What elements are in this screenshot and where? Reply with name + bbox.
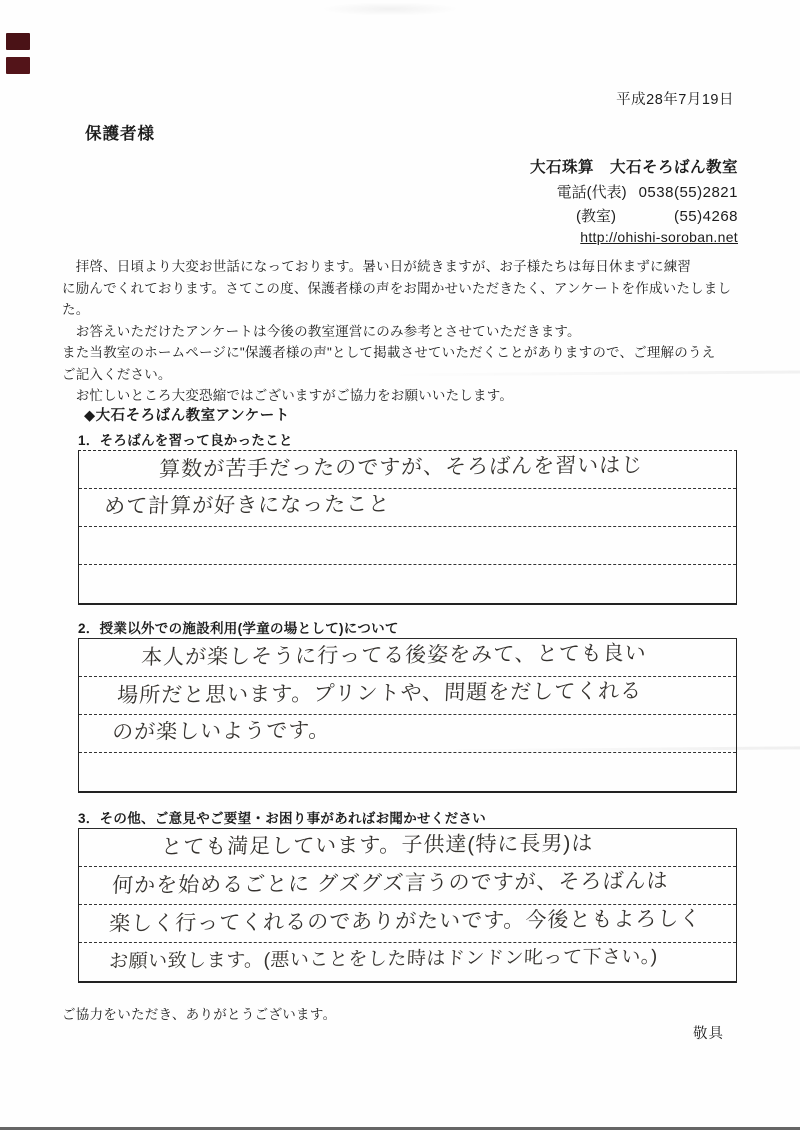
answer-line — [79, 943, 736, 981]
handwritten-text: 何かを始めるごとに グズグズ言うのですが、そろばんは — [111, 869, 670, 898]
handwritten-text: お願い致します。(悪いことをした時はドンドン叱って下さい。) — [108, 946, 659, 973]
letter-body — [62, 256, 752, 407]
phone-main-row — [530, 181, 738, 202]
answer-line — [79, 489, 736, 527]
survey-title: ◆大石そろばん教室アンケート — [84, 408, 290, 424]
body-line: ご記入ください。 — [62, 366, 172, 382]
closing-thanks: ご協力をいただき、ありがとうございます。 — [62, 1007, 337, 1022]
phone-room-row — [530, 205, 738, 226]
sender-name: 大石珠算 大石そろばん教室 — [529, 159, 738, 176]
answer-line — [79, 451, 736, 489]
survey-question-2 — [78, 617, 737, 793]
handwritten-text: 本人が楽しそうに行ってる後姿をみて、とても良い — [140, 641, 648, 670]
answer-line — [79, 753, 736, 791]
sender-website-url: http://ohishi-soroban.net — [580, 229, 738, 245]
body-line: また当教室のホームページに"保護者様の声"として掲載させていただくことがありますので、ご理解のうえ — [62, 345, 716, 360]
handwritten-text: めて計算が好きになったこと — [103, 492, 391, 519]
survey-question-3 — [78, 807, 737, 983]
scan-shadow-top — [320, 2, 460, 16]
handwritten-text: とても満足しています。子供達(特に長男)は — [160, 832, 594, 859]
body-line: お忙しいところ大変恐縮ではございますがご協力をお願いいたします。 — [62, 388, 514, 403]
question-2-answer-box — [78, 639, 737, 793]
question-1-label: 1．そろばんを習って良かったこと — [78, 429, 737, 451]
phone-room-label: (教室) — [575, 208, 616, 225]
phone-main-number: 0538(55)2821 — [638, 184, 738, 201]
answer-line — [79, 527, 736, 565]
phone-main-label: 電話(代表) — [556, 184, 627, 201]
answer-line — [79, 715, 736, 753]
body-line: に励んでくれております。さてこの度、保護者様の声をお聞かせいただきたく、アンケートを作成いたしました。 — [62, 280, 732, 317]
question-3-answer-box — [78, 829, 737, 983]
recipient-name: 保護者様 — [85, 125, 155, 143]
handwritten-text: 算数が苦手だったのですが、そろばんを習いはじ — [158, 453, 644, 482]
redaction-stamp-icon — [6, 33, 30, 50]
question-3-label: 3．その他、ご意見やご要望・お困り事があればお聞かせください — [78, 807, 737, 829]
phone-room-number: (55)4268 — [673, 208, 738, 225]
question-1-answer-box — [78, 451, 737, 605]
body-line: お答えいただけたアンケートは今後の教室運営にのみ参考とさせていただきます。 — [62, 323, 581, 339]
redaction-stamp-icon — [6, 57, 30, 74]
handwritten-text: のが楽しいようです。 — [111, 719, 331, 744]
answer-line — [79, 905, 736, 943]
handwritten-text: 楽しく行ってくれるのでありがたいです。今後ともよろしく — [108, 907, 702, 936]
sign-off-keigu: 敬具 — [693, 1026, 724, 1042]
handwritten-text: 場所だと思います。プリントや、問題をだしてくれる — [116, 679, 643, 708]
survey-question-1 — [78, 429, 737, 605]
answer-line — [79, 639, 736, 677]
answer-line — [79, 867, 736, 905]
sender-block — [530, 155, 738, 245]
answer-line — [79, 565, 736, 603]
answer-line — [79, 829, 736, 867]
letter-date: 平成28年7月19日 — [616, 92, 734, 108]
question-2-label: 2．授業以外での施設利用(学童の場として)について — [78, 617, 737, 639]
body-line: 拝啓、日頃より大変お世話になっております。暑い日が続きますが、お子様たちは毎日休まずに練習 — [62, 259, 692, 274]
answer-line — [79, 677, 736, 715]
